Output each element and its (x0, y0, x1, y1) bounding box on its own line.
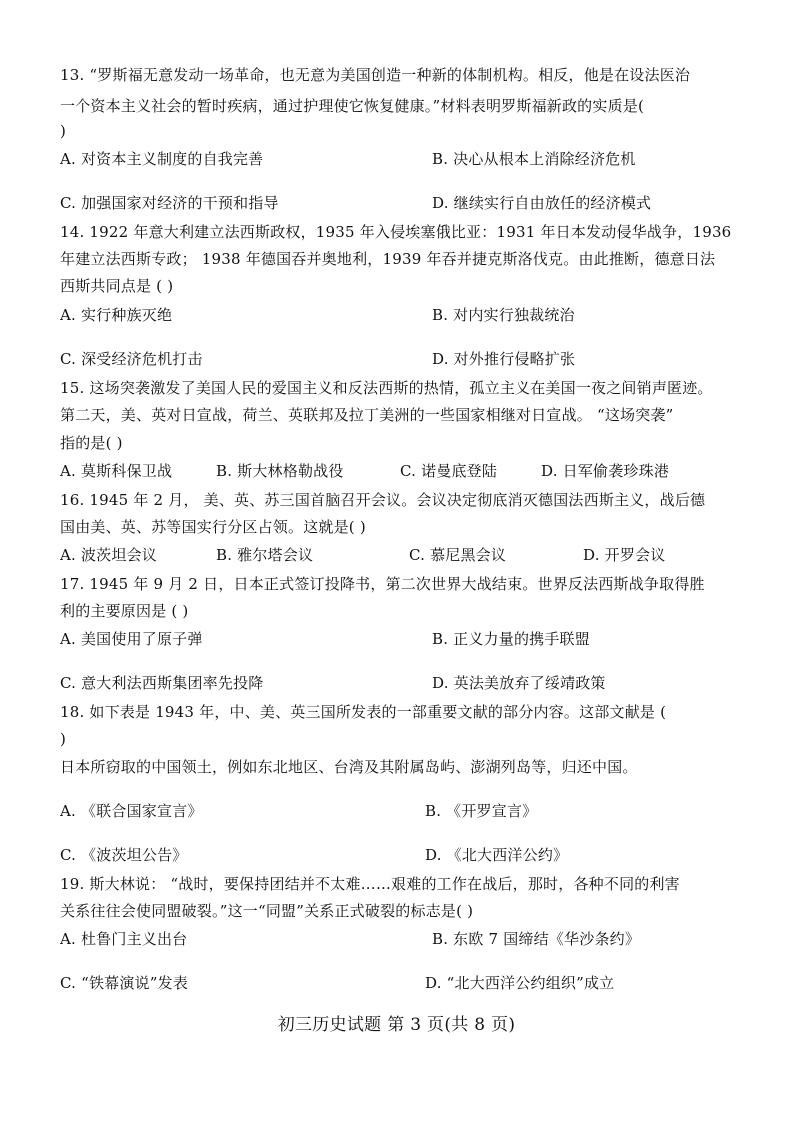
q14-option-c: C. 深受经济危机打击 (60, 350, 203, 368)
q17-option-a: A. 美国使用了原子弹 (60, 630, 203, 648)
q18-option-d: D. 《北大西洋公约》 (425, 846, 569, 864)
q18-option-b: B. 《开罗宣言》 (425, 802, 538, 820)
q15-option-b: B. 斯大林格勒战役 (216, 462, 344, 480)
q18-option-a: A. 《联合国家宣言》 (60, 802, 203, 820)
q17-option-d: D. 英法美放弃了绥靖政策 (432, 674, 606, 692)
q19-option-a: A. 杜鲁门主义出台 (60, 930, 188, 948)
q16-stem-line2: 国由美、英、苏等国实行分区占领。这就是( ) (60, 518, 366, 536)
q14-stem-line1: 14. 1922 年意大利建立法西斯政权，1935 年入侵埃塞俄比亚：1931 年日本发动侵华战争，1936 (60, 223, 732, 241)
q16-option-c: C. 慕尼黑会议 (409, 546, 507, 564)
q18-stem-line2: ) (60, 730, 67, 748)
page-footer: 初三历史试题 第 3 页(共 8 页) (277, 1015, 516, 1035)
q19-option-c: C. “铁幕演说”发表 (60, 974, 189, 992)
q18-stem-line1: 18. 如下表是 1943 年，中、美、英三国所发表的一部重要文献的部分内容。这部文献是 ( (60, 703, 667, 721)
q14-stem-line3: 西斯共同点是 ( ) (60, 277, 174, 295)
q17-stem-line2: 利的主要原因是 ( ) (60, 602, 189, 620)
q15-option-d: D. 日军偷袭珍珠港 (541, 462, 670, 480)
q17-option-b: B. 正义力量的携手联盟 (432, 630, 590, 648)
q16-stem-line1: 16. 1945 年 2 月， 美、英、苏三国首脑召开会议。会议决定彻底消灭德国法西斯主义，战后德 (60, 491, 706, 509)
q19-option-b: B. 东欧 7 国缔结《华沙条约》 (432, 930, 641, 948)
q13-stem-line1: 13. “罗斯福无意发动一场革命，也无意为美国创造一种新的体制机构。相反，他是在设法医治 (60, 66, 691, 84)
q19-stem-line2: 关系往往会使同盟破裂。”这一“同盟”关系正式破裂的标志是( ) (60, 902, 474, 920)
q13-option-a: A. 对资本主义制度的自我完善 (60, 150, 264, 168)
q18-source-text: 日本所窃取的中国领土，例如东北地区、台湾及其附属岛屿、澎湖列岛等，归还中国。 (60, 758, 638, 776)
q15-option-c: C. 诺曼底登陆 (400, 462, 498, 480)
q14-option-b: B. 对内实行独裁统治 (432, 306, 575, 324)
q13-stem-line2: 一个资本主义社会的暂时疾病，通过护理使它恢复健康。”材料表明罗斯福新政的实质是( (60, 97, 645, 115)
q15-stem-line1: 15. 这场突袭激发了美国人民的爱国主义和反法西斯的热情，孤立主义在美国一夜之间销声匿迹。 (60, 379, 713, 397)
q15-stem-line2: 第二天，美、英对日宣战，荷兰、英联邦及拉丁美洲的一些国家相继对日宣战。 “这场突袭” (60, 406, 674, 424)
q15-option-a: A. 莫斯科保卫战 (60, 462, 173, 480)
q15-stem-line3: 指的是( ) (60, 434, 123, 452)
q13-stem-line3: ) (60, 122, 67, 140)
q14-option-d: D. 对外推行侵略扩张 (432, 350, 576, 368)
q13-option-d: D. 继续实行自由放任的经济模式 (432, 194, 652, 212)
q14-option-a: A. 实行种族灭绝 (60, 306, 173, 324)
q19-option-d: D. “北大西洋公约组织”成立 (425, 974, 615, 992)
q16-option-b: B. 雅尔塔会议 (216, 546, 314, 564)
q17-option-c: C. 意大利法西斯集团率先投降 (60, 674, 264, 692)
q17-stem-line1: 17. 1945 年 9 月 2 日，日本正式签订投降书，第二次世界大战结束。世界反法西斯战争取得胜 (60, 575, 705, 593)
q16-option-d: D. 开罗会议 (583, 546, 666, 564)
q14-stem-line2: 年建立法西斯专政； 1938 年德国吞并奥地利，1939 年吞并捷克斯洛伐克。由此推断，德意日法 (60, 250, 716, 268)
q13-option-b: B. 决心从根本上消除经济危机 (432, 150, 636, 168)
q18-option-c: C. 《波茨坦公告》 (60, 846, 188, 864)
q13-option-c: C. 加强国家对经济的干预和指导 (60, 194, 279, 212)
q19-stem-line1: 19. 斯大林说： “战时，要保持团结并不太难……艰难的工作在战后，那时，各种不同的利害 (60, 875, 680, 893)
q16-option-a: A. 波茨坦会议 (60, 546, 157, 564)
